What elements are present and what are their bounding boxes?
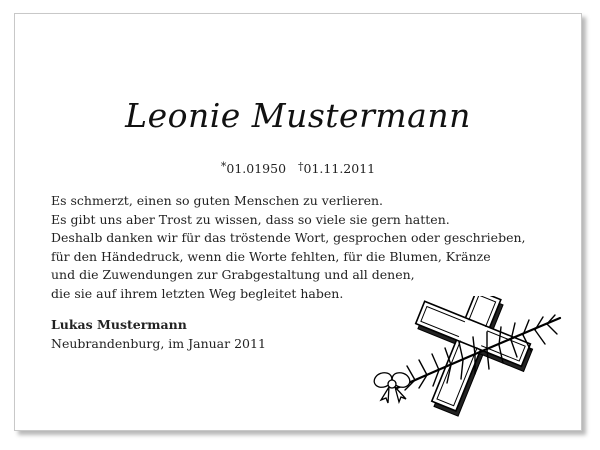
thank-you-text xyxy=(51,192,526,304)
text-line: Es gibt uns aber Trost zu wissen, dass so viele sie gern hatten. xyxy=(51,211,450,227)
life-dates xyxy=(15,160,581,176)
text-line: Es schmerzt, einen so guten Menschen zu verlieren. xyxy=(51,193,384,208)
deceased-name: Leonie Mustermann xyxy=(125,96,471,135)
text-line: die sie auf ihrem letzten Weg begleitet haben. xyxy=(51,285,344,301)
text-line: für den Händedruck, wenn die Worte fehlten, für die Blumen, Kränze xyxy=(51,248,491,264)
cross-with-palm-branch-icon xyxy=(355,296,575,426)
death-date: 01.11.2011 xyxy=(303,161,376,176)
text-line: und die Zuwendungen zur Grabgestaltung und all denen, xyxy=(51,267,415,283)
signature-block xyxy=(51,316,266,353)
death-symbol: † xyxy=(298,160,304,173)
obituary-card xyxy=(14,13,582,431)
birth-symbol: * xyxy=(220,160,227,173)
signature-name: Lukas Mustermann xyxy=(51,317,187,332)
signature-place-date: Neubrandenburg, im Januar 2011 xyxy=(51,335,266,351)
text-line: Deshalb danken wir für das tröstende Wort, gesprochen oder geschrieben, xyxy=(51,230,526,246)
birth-date: 01.01950 xyxy=(226,161,287,176)
